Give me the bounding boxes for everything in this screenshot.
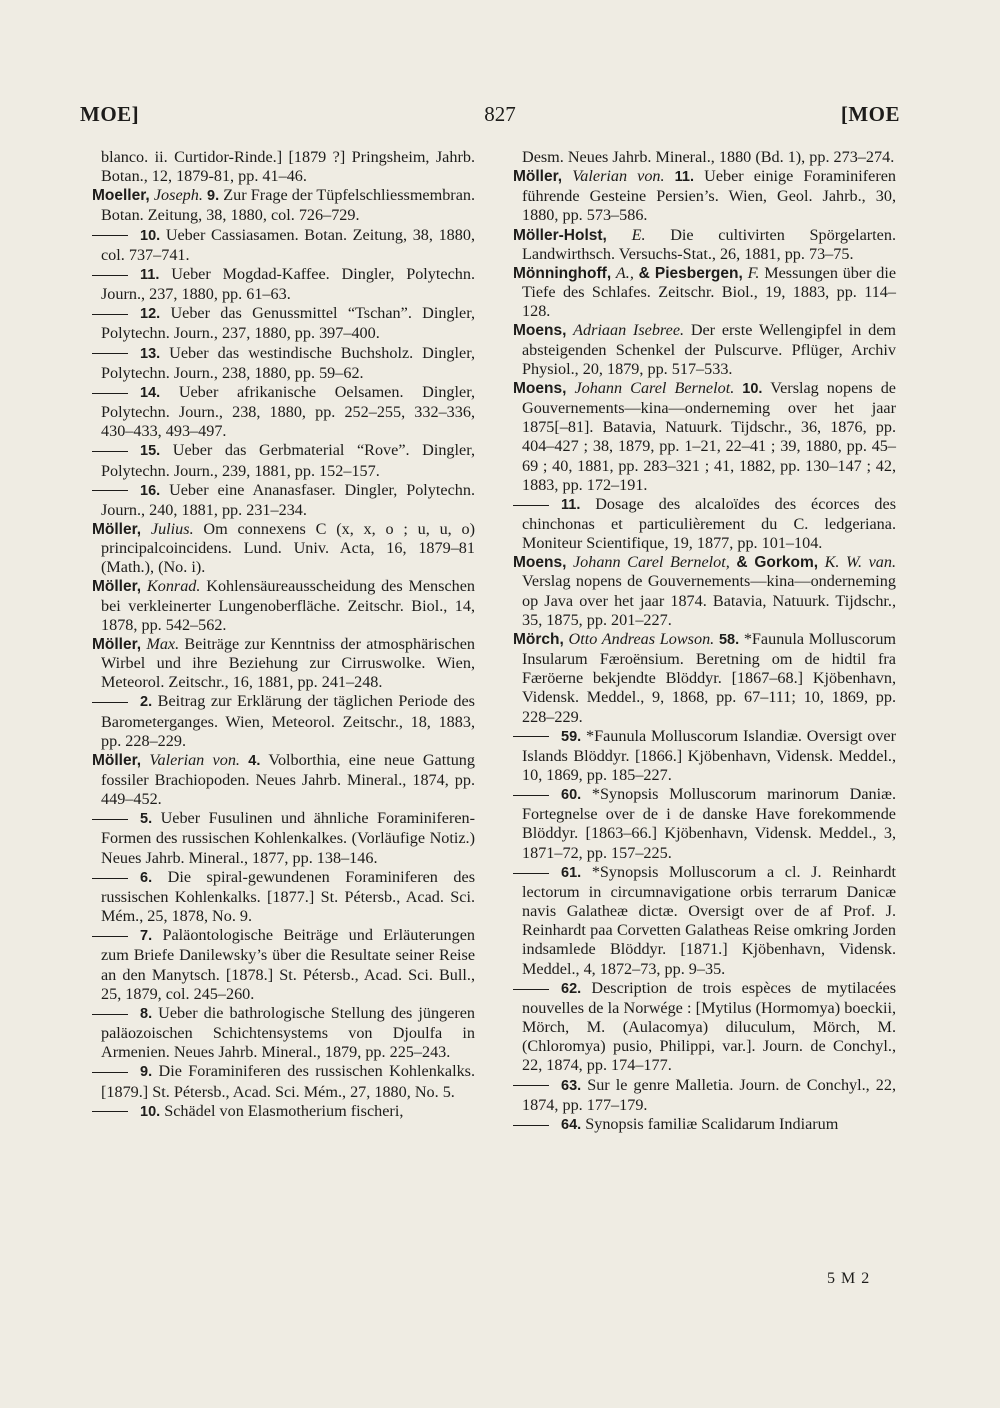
entry-text: Ueber einige Foraminiferen führende Gesteine Persien’s. Wien, Geol. Jahrb., 30, 1880, pp. 573–586. — [522, 167, 896, 225]
bibliography-entry — [513, 379, 896, 495]
bibliography-entry — [513, 321, 896, 378]
bibliography-entry — [92, 809, 475, 867]
bibliography-entry — [513, 495, 896, 553]
entry-text: Desm. Neues Jahrb. Mineral., 1880 (Bd. 1), pp. 273–274. — [522, 148, 895, 166]
bibliography-entry — [92, 1102, 475, 1122]
ditto-dash — [92, 353, 128, 354]
bibliography-entry — [513, 264, 896, 321]
entry-number: 7. — [140, 928, 153, 945]
entry-given-name: Valerian von. — [572, 167, 665, 186]
ditto-dash — [92, 819, 128, 820]
bibliography-entry — [92, 304, 475, 343]
entry-number: 13. — [140, 345, 161, 362]
entry-text: Ueber das Genussmittel “Tschan”. Dingler, Polytechn. Journ., 237, 1880, pp. 397–400. — [101, 304, 475, 343]
ditto-dash — [92, 314, 128, 315]
entry-text: Schädel von Elasmotherium fischeri, — [164, 1101, 404, 1120]
ditto-dash — [513, 505, 549, 506]
ditto-dash — [92, 235, 128, 236]
entry-number: 58. — [718, 631, 740, 648]
entry-given-name: Joseph. — [153, 186, 203, 205]
entry-number: 10. — [140, 1103, 161, 1120]
entry-given-name: Adriaan Isebree. — [573, 321, 685, 340]
ditto-dash — [513, 873, 549, 874]
entry-text: Description de trois espèces de mytilacées nouvelles de la Norwége : [Mytilus (Hormomya) boeckii, Mörch, M. (Aulacomya) diluculum, Mörch, M. (Chloromya) pusio, Philippi, var.]. Journ. de Conchyl., 22, 1874, pp. 174–177. — [522, 978, 896, 1075]
entry-text: Ueber das westindische Buchsholz. Dingler, Polytechn. Journ., 238, 1880, pp. 59–62. — [101, 343, 475, 382]
entry-number: 9. — [140, 1064, 153, 1081]
bibliography-entry — [92, 577, 475, 634]
bibliography-entry — [92, 441, 475, 480]
entry-number: 5. — [140, 811, 153, 828]
entry-number: 10. — [140, 227, 161, 244]
signature-mark: 5 M 2 — [827, 1270, 871, 1287]
entry-continuation — [92, 148, 475, 186]
ditto-dash — [513, 736, 549, 737]
entry-text: Verslag nopens de Gouvernements—kina—onderneming over het jaar 1875[–81]. Batavia, Natuurk. Tijdschr., 36, 1876, pp. 404–427 ; 38, 1879, pp. 1–21, 22–41 ; 39, 1880, pp. 45–69 ; 40, 1881, pp. 283–321 ; 41, 1882, pp. 130–147 ; 42, 1883, pp. 172–191. — [522, 378, 896, 494]
entry-text: Ueber Mogdad-Kaffee. Dingler, Polytechn. Journ., 237, 1880, pp. 61–63. — [101, 264, 476, 304]
entry-given-name: Max. — [146, 634, 180, 653]
running-head-left: MOE] — [80, 102, 140, 126]
bibliography-entry — [92, 635, 475, 692]
entry-number: 9. — [207, 188, 220, 205]
entry-number: 59. — [561, 728, 582, 745]
bibliography-entry — [92, 926, 475, 1004]
entry-given-name: Otto Andreas Lowson. — [568, 629, 715, 648]
entry-number: 64. — [561, 1116, 582, 1133]
running-head-right: [MOE — [840, 102, 900, 126]
entry-text: Kohlensäureausscheidung des Menschen bei verkleinerter Lungenoberfläche. Zeitschr. Biol., 14, 1878, pp. 542–562. — [101, 577, 476, 634]
entry-text: Der erste Wellengipfel in dem absteigenden Schenkel der Pulscurve. Pflüger, Archiv Physiol., 20, 1879, pp. 517–533. — [522, 321, 896, 378]
entry-text: Ueber Cassiasamen. Botan. Zeitung, 38, 1880, col. 737–741. — [101, 225, 475, 264]
entry-text: Sur le genre Malletia. Journ. de Conchyl., 22, 1874, pp. 177–179. — [522, 1075, 896, 1114]
entry-coauthor-given-name: K. W. van. — [824, 553, 896, 572]
entry-text: Verslag nopens de Gouvernements—kina—onderneming op Java over het jaar 1874. Batavia, Natuurk. Tijdschr., 35, 1875, pp. 201–227. — [522, 572, 896, 629]
bibliography-entry — [513, 863, 896, 979]
ditto-dash — [92, 393, 128, 394]
entry-number: 11. — [674, 169, 695, 186]
entry-number: 8. — [140, 1005, 153, 1022]
entry-number: 16. — [140, 482, 161, 499]
bibliography-entry — [513, 630, 896, 727]
entry-given-name: A., — [615, 263, 634, 282]
entry-number: 15. — [140, 443, 161, 460]
ditto-dash — [92, 936, 128, 937]
entry-text: *Faunula Molluscorum Insularum Færoënsium. Beretning om de hidtil fra Færöerne bekjendte Blöddyr. [1867–68.] Kjöbenhavn, Vidensk. Meddel., 9, 1868, pp. 67–111; 10, 1869, pp. 228–229. — [522, 629, 897, 726]
bibliography-entry — [92, 1004, 475, 1062]
bibliography-entry — [92, 265, 475, 304]
bibliography-entry — [92, 186, 475, 225]
bibliography-entry — [92, 520, 475, 577]
entry-given-name: E. — [631, 225, 646, 244]
entry-number: 60. — [561, 787, 582, 804]
entry-number: 62. — [561, 980, 582, 997]
entry-given-name: Konrad. — [146, 577, 201, 596]
bibliography-entry — [513, 1115, 896, 1135]
entry-number: 63. — [561, 1077, 582, 1094]
entry-author: Moens, — [513, 379, 567, 397]
entry-text: Ueber Fusulinen und ähnliche Foraminiferen-Formen des russischen Kohlenkalkes. (Vorläufige Notiz.) Neues Jahrb. Mineral., 1877, pp. 138–146. — [101, 809, 476, 867]
ditto-dash — [513, 795, 549, 796]
entry-coauthor: & Piesbergen, — [638, 264, 743, 282]
entry-number: 12. — [140, 306, 161, 323]
ditto-dash — [513, 1125, 549, 1126]
ditto-dash — [92, 702, 128, 703]
entry-text: Ueber das Gerbmaterial “Rove”. Dingler, Polytechn. Journ., 239, 1881, pp. 152–157. — [101, 441, 475, 480]
entry-coauthor: & Gorkom, — [736, 554, 819, 572]
entry-continuation — [513, 148, 896, 167]
bibliography-entry — [513, 1076, 896, 1115]
entry-number: 11. — [561, 496, 581, 513]
bibliography-entry — [92, 1062, 475, 1101]
bibliography-entry — [513, 553, 896, 630]
entry-text: Synopsis familiæ Scalidarum Indiarum — [585, 1114, 839, 1133]
ditto-dash — [92, 275, 128, 276]
entry-number: 10. — [742, 380, 763, 397]
entry-text: Dosage des alcaloïdes des écorces des chinchonas et particulièrement du C. ledgeriana. Moniteur Scientifique, 19, 1877, pp. 101–104. — [522, 494, 896, 553]
entry-coauthor-given-name: F. — [747, 263, 760, 282]
entry-author: Möller-Holst, — [513, 226, 607, 244]
entry-text: Beiträge zur Kenntniss der atmosphärischen Wirbel und ihre Beziehung zur Cirruswolke. Wien, Meteorol. Zeitschr., 16, 1881, pp. 241–248. — [101, 634, 476, 692]
entry-text: blanco. ii. Curtidor-Rinde.] [1879 ?] Pringsheim, Jahrb. Botan., 12, 1879-81, pp. 41–46. — [101, 148, 475, 186]
entry-number: 11. — [140, 266, 160, 283]
entry-author: Möller, — [92, 520, 142, 538]
entry-text: Die spiral-gewundenen Foraminiferen des russischen Kohlenkalks. [1877.] St. Pétersb., Acad. Sci. Mém., 25, 1878, No. 9. — [101, 867, 475, 926]
page-header — [0, 0, 1000, 140]
ditto-dash — [513, 989, 549, 990]
ditto-dash — [92, 878, 128, 879]
entry-author: Moeller, — [92, 187, 150, 205]
entry-given-name: Julius. — [150, 519, 194, 538]
entry-text: Ueber eine Ananasfaser. Dingler, Polytechn. Journ., 240, 1881, pp. 231–234. — [101, 480, 475, 519]
bibliography-entry — [92, 344, 475, 383]
entry-number: 4. — [248, 752, 261, 769]
entry-number: 14. — [140, 384, 161, 401]
entry-text: Die Foraminiferen des russischen Kohlenkalks. [1879.] St. Pétersb., Acad. Sci. Mém., 27, 1880, No. 5. — [101, 1062, 476, 1101]
entry-author: Möller, — [92, 751, 142, 769]
right-column — [513, 148, 896, 1135]
entry-text: Paläontologische Beiträge und Erläuterungen zum Briefe Danilewsky’s über die Resultate seiner Reise an den Manytsch. [1878.] St. Pétersb., Acad. Sci. Bull., 25, 1879, col. 245–260. — [101, 926, 475, 1003]
ditto-dash — [513, 1085, 549, 1086]
entry-text: Ueber afrikanische Oelsamen. Dingler, Polytechn. Journ., 238, 1880, pp. 252–255, 332–336, 430–433, 493–497. — [101, 382, 475, 441]
entry-text: Beitrag zur Erklärung der täglichen Periode des Barometerganges. Wien, Meteorol. Zeitschr., 18, 1883, pp. 228–229. — [101, 692, 475, 750]
left-column — [92, 148, 475, 1122]
entry-text: Volborthia, eine neue Gattung fossiler Brachiopoden. Neues Jahrb. Mineral., 1874, pp. 449–452. — [101, 750, 475, 809]
bibliography-entry — [513, 727, 896, 785]
entry-text: Messungen über die Tiefe des Schlafes. Zeitschr. Biol., 19, 1883, pp. 114–128. — [522, 263, 897, 321]
entry-text: *Synopsis Molluscorum marinorum Daniæ. Fortegnelse over de i de danske Have forekommende Blöddyr. [1863–66.] Kjöbenhavn, Vidensk. Meddel., 3, 1871–72, pp. 157–225. — [522, 785, 896, 862]
entry-author: Moens, — [513, 554, 567, 572]
ditto-dash — [92, 1072, 128, 1073]
entry-number: 61. — [561, 864, 582, 881]
ditto-dash — [92, 1111, 128, 1112]
entry-text: Ueber die bathrologische Stellung des jüngeren paläozoischen Schichtensystems von Djoulfa in Armenien. Neues Jahrb. Mineral., 1879, pp. 225–243. — [101, 1003, 476, 1062]
entry-given-name: Johann Carel Bernelot. — [574, 378, 735, 397]
bibliography-entry — [92, 692, 475, 750]
entry-text: Om connexens C (x, x, o ; u, u, o) principalcoincidens. Lund. Univ. Acta, 16, 1879–81 (Math.), (No. i). — [101, 519, 475, 577]
ditto-dash — [92, 490, 128, 491]
entry-author: Mörch, — [513, 630, 564, 648]
entry-author: Möller, — [92, 578, 142, 596]
page-number: 827 — [484, 102, 516, 126]
bibliography-entry — [513, 167, 896, 225]
bibliography-entry — [513, 226, 896, 264]
entry-given-name: Johann Carel Bernelot, — [572, 553, 730, 572]
entry-text: *Synopsis Molluscorum a cl. J. Reinhardt lectorum in circumnavigatione orbis terrarum Danicæ navis Galatheæ dictæ. Oversigt over de af Prof. J. Reinhardt paa Corvetten Galatheas Reise omkring Jorden indsamlede Blöddyr. [1871.] Kjöbenhavn, Vidensk. Meddel., 4, 1872–73, pp. 9–35. — [522, 862, 896, 978]
entry-text: Die cultivirten Spörgelarten. Landwirthsch. Versuchs-Stat., 26, 1881, pp. 73–75. — [522, 225, 896, 263]
bibliography-entry — [92, 751, 475, 809]
bibliography-entry — [92, 226, 475, 265]
bibliography-entry — [513, 979, 896, 1076]
entry-author: Möller, — [92, 635, 142, 653]
ditto-dash — [92, 451, 128, 452]
ditto-dash — [92, 1014, 128, 1015]
entry-given-name: Valerian von. — [149, 750, 240, 769]
entry-text: *Faunula Molluscorum Islandiæ. Oversigt over Islands Blöddyr. [1866.] Kjöbenhavn, Vidensk. Meddel., 10, 1869, pp. 185–227. — [522, 726, 897, 784]
entry-author: Moens, — [513, 322, 567, 340]
bibliography-entry — [513, 785, 896, 863]
entry-text: Zur Frage der Tüpfelschliessmembran. Botan. Zeitung, 38, 1880, col. 726–729. — [101, 186, 476, 225]
entry-author: Möller, — [513, 168, 563, 186]
entry-number: 2. — [140, 694, 153, 711]
bibliography-entry — [92, 481, 475, 520]
bibliography-entry — [92, 868, 475, 926]
bibliography-entry — [92, 383, 475, 441]
entry-author: Mönninghoff, — [513, 264, 612, 282]
entry-number: 6. — [140, 869, 153, 886]
